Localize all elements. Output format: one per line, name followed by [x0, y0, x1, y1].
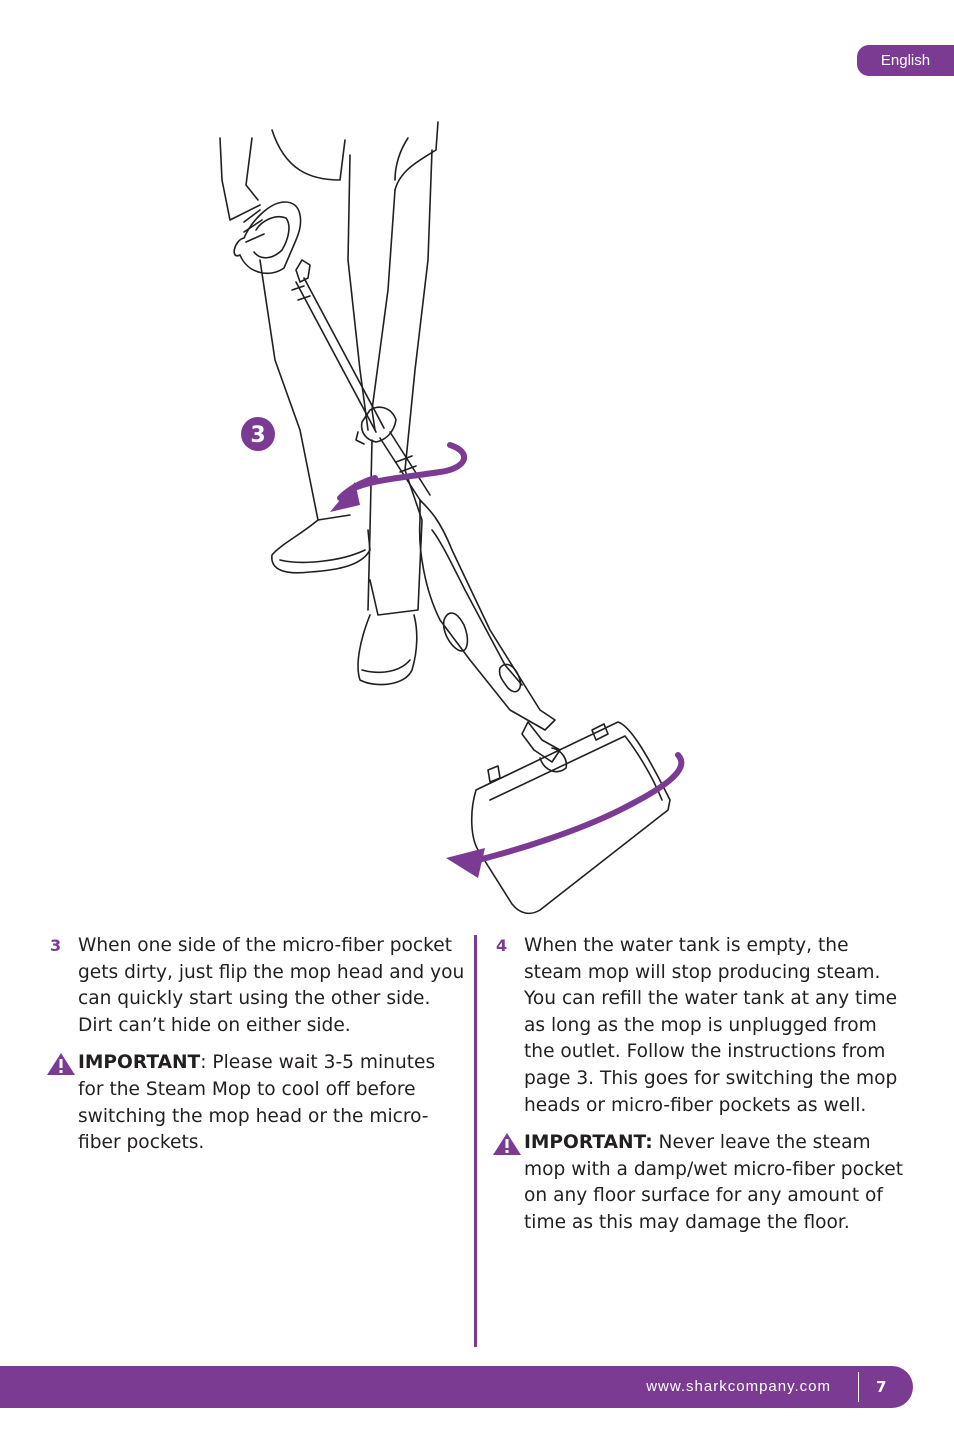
instructions-column-right	[492, 933, 912, 1237]
warning-icon	[492, 1132, 522, 1156]
page-footer	[0, 1366, 913, 1408]
step-4	[492, 933, 912, 1119]
website-url: www.sharkcompany.com	[646, 1378, 831, 1395]
instructions-column-left	[46, 933, 466, 1157]
language-tab: English	[857, 45, 954, 76]
step-text: When one side of the micro-fiber pocket gets dirty, just flip the mop head and you can quickly start using the other side. Dirt can’t hide on either side.	[78, 935, 465, 1036]
step-number: 3	[50, 936, 62, 955]
footer-separator	[858, 1372, 859, 1402]
figure-callout-number: 3	[250, 423, 266, 448]
important-note	[492, 1130, 912, 1236]
column-divider	[474, 935, 477, 1347]
step-text: When the water tank is empty, the steam mop will stop producing steam. You can refill the water tank at any time as long as the mop is unplugged from the outlet. Follow the instructions from page 3. This goes for switching the mop heads or micro-fiber pockets as well.	[524, 935, 898, 1116]
warning-icon	[46, 1052, 76, 1076]
steam-mop-illustration	[200, 110, 720, 930]
important-label: IMPORTANT:	[524, 1132, 653, 1154]
important-note	[46, 1050, 466, 1156]
important-text: : Please wait 3-5 minutes for the Steam Mop to cool off before switching the mop head or the micro-fiber pockets.	[78, 1052, 436, 1154]
important-label: IMPORTANT	[78, 1052, 201, 1074]
page-number: 7	[876, 1378, 887, 1396]
important-text: Never leave the steam mop with a damp/wet micro-fiber pocket on any floor surface for any amount of time as this may damage the floor.	[524, 1132, 904, 1233]
step-3	[46, 933, 466, 1039]
step-number: 4	[496, 936, 508, 955]
